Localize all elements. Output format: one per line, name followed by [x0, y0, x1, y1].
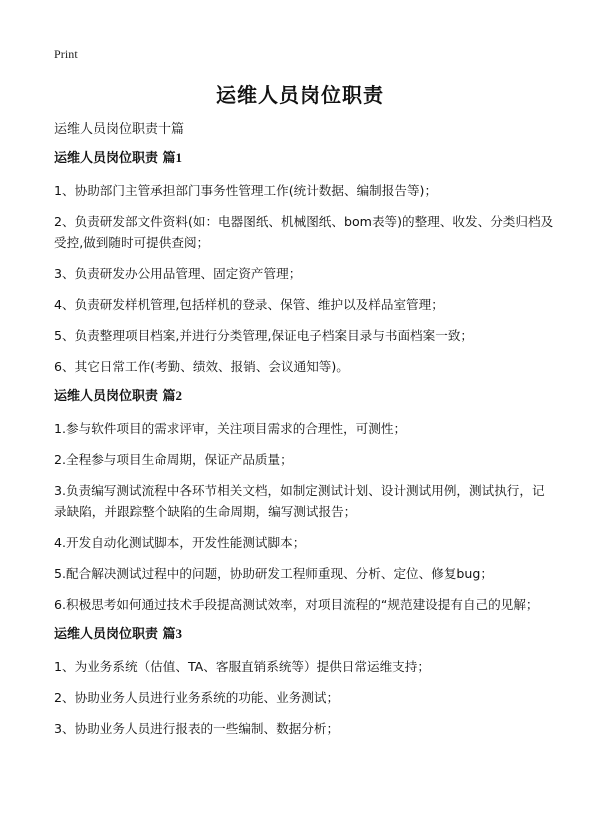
section-heading-number: 篇2 [162, 388, 183, 403]
list-item: 2、协助业务人员进行业务系统的功能、业务测试； [54, 690, 340, 705]
section-3 [54, 625, 554, 739]
list-item: 3、负责研发办公用品管理、固定资产管理； [54, 266, 302, 281]
list-item: 2、负责研发部文件资料(如：电器图纸、机械图纸、bom表等)的整理、收发、分类归档及受控,做到随时可提供查阅； [54, 214, 554, 250]
list-item: 6.积极思考如何通过技术手段提高测试效率，对项目流程的“规范建设提有自己的见解； [54, 597, 539, 612]
section-heading-number: 篇3 [162, 626, 183, 641]
list-item: 4、负责研发样机管理,包括样机的登录、保管、维护以及样品室管理； [54, 297, 444, 312]
list-item: 3、协助业务人员进行报表的一些编制、数据分析； [54, 721, 340, 736]
list-item: 5、负责整理项目档案,并进行分类管理,保证电子档案目录与书面档案一致； [54, 328, 474, 343]
section-heading-text: 运维人员岗位职责 [54, 389, 159, 404]
section-heading-number: 篇1 [162, 150, 183, 165]
section-heading [54, 387, 554, 406]
document-body [54, 121, 554, 749]
list-item: 5.配合解决测试过程中的问题，协助研发工程师重现、分析、定位、修复bug； [54, 566, 493, 581]
section-1 [54, 149, 554, 377]
list-item: 6、其它日常工作(考勤、绩效、报销、会议通知等)。 [54, 359, 349, 374]
list-item: 3.负责编写测试流程中各环节相关文档，如制定测试计划、设计测试用例，测试执行，记录缺陷，并跟踪整个缺陷的生命周期，编写测试报告； [54, 483, 545, 519]
list-item: 1.参与软件项目的需求评审，关注项目需求的合理性，可测性； [54, 421, 407, 436]
section-heading [54, 625, 554, 644]
list-item: 1、为业务系统（估值、TA、客服直销系统等）提供日常运维支持； [54, 659, 430, 674]
print-label: Print [54, 47, 78, 61]
page-title: 运维人员岗位职责 [216, 83, 384, 107]
section-heading-text: 运维人员岗位职责 [54, 151, 159, 166]
section-2 [54, 387, 554, 615]
section-heading [54, 149, 554, 168]
list-item: 2.全程参与项目生命周期，保证产品质量； [54, 452, 293, 467]
document-subtitle: 运维人员岗位职责十篇 [54, 122, 185, 137]
list-item: 4.开发自动化测试脚本，开发性能测试脚本； [54, 535, 306, 550]
list-item: 1、协助部门主管承担部门事务性管理工作(统计数据、编制报告等)； [54, 183, 438, 198]
section-heading-text: 运维人员岗位职责 [54, 627, 159, 642]
